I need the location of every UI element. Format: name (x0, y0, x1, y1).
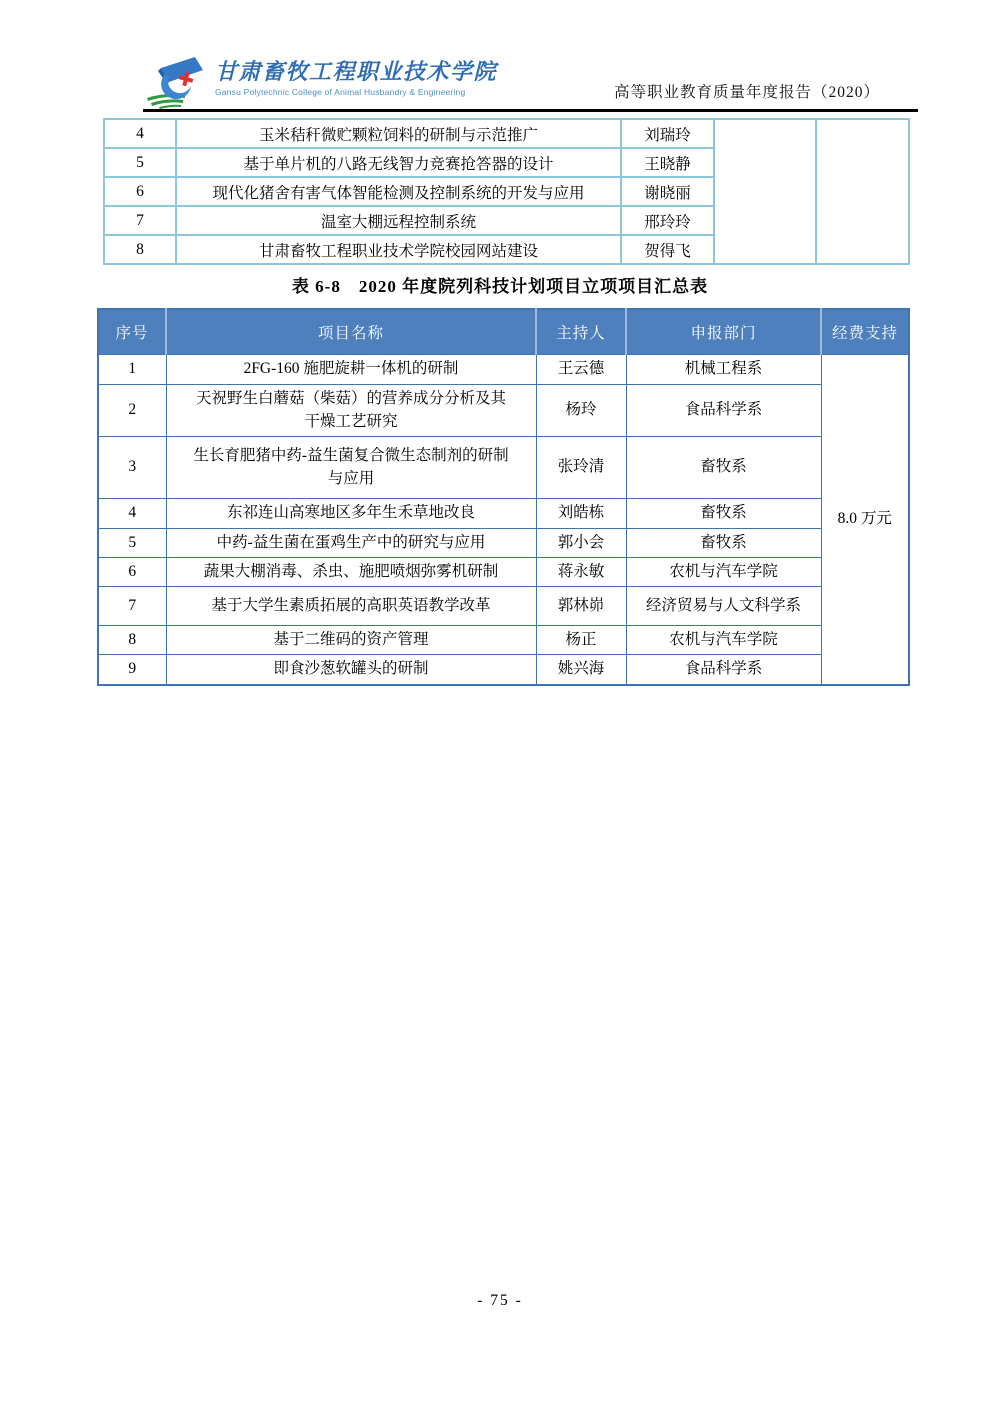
project-title-cell: 温室大棚远程控制系统 (176, 206, 621, 235)
leader-cell: 刘瑞玲 (621, 119, 714, 148)
project-title-cell: 天祝野生白蘑菇（柴菇）的营养成分分析及其干燥工艺研究 (166, 385, 536, 437)
row-number-cell: 1 (98, 355, 166, 385)
college-logo-mark-icon (145, 54, 211, 110)
leader-cell: 邢玲玲 (621, 206, 714, 235)
project-title-cell: 现代化猪舍有害气体智能检测及控制系统的开发与应用 (176, 177, 621, 206)
col-header-leader: 主持人 (536, 309, 626, 355)
row-number-cell: 5 (104, 148, 176, 177)
dept-cell: 农机与汽车学院 (626, 626, 821, 655)
report-title: 高等职业教育质量年度报告（2020） (613, 84, 880, 101)
dept-cell: 食品科学系 (626, 655, 821, 685)
project-title-cell: 东祁连山高寒地区多年生禾草地改良 (166, 499, 536, 529)
leader-cell: 郭林峁 (536, 587, 626, 626)
project-title-cell: 基于大学生素质拓展的高职英语教学改革 (166, 587, 536, 626)
college-name-en: Gansu Polytechnic College of Animal Husbandry & Engineering (215, 87, 466, 98)
leader-cell: 郭小会 (536, 529, 626, 558)
project-title-cell: 蔬果大棚消毒、杀虫、施肥喷烟弥雾机研制 (166, 558, 536, 587)
dept-cell: 经济贸易与人文科学系 (626, 587, 821, 626)
table-row (98, 655, 909, 685)
table-row (98, 558, 909, 587)
project-title-cell: 玉米秸秆微贮颗粒饲料的研制与示范推广 (176, 119, 621, 148)
dept-cell: 畜牧系 (626, 499, 821, 529)
row-number-cell: 6 (98, 558, 166, 587)
project-title-cell: 中药-益生菌在蛋鸡生产中的研究与应用 (166, 529, 536, 558)
leader-cell: 蒋永敏 (536, 558, 626, 587)
table-row (98, 587, 909, 626)
leader-cell: 王云德 (536, 355, 626, 385)
row-number-cell: 4 (104, 119, 176, 148)
row-number-cell: 5 (98, 529, 166, 558)
leader-cell: 杨玲 (536, 385, 626, 437)
page-number: - 75 - (477, 1292, 523, 1309)
college-name-cn: 甘肃畜牧工程职业技术学院 (215, 59, 498, 84)
dept-cell: 畜牧系 (626, 529, 821, 558)
row-number-cell: 7 (98, 587, 166, 626)
leader-cell: 贺得飞 (621, 235, 714, 264)
row-number-cell: 4 (98, 499, 166, 529)
project-title-cell: 甘肃畜牧工程职业技术学院校园网站建设 (176, 235, 621, 264)
leader-cell: 刘皓栋 (536, 499, 626, 529)
leader-cell: 张玲清 (536, 437, 626, 499)
project-title-cell: 即食沙葱软罐头的研制 (166, 655, 536, 685)
row-number-cell: 8 (98, 626, 166, 655)
table-row (104, 119, 909, 148)
col-header-dept: 申报部门 (626, 309, 821, 355)
row-number-cell: 2 (98, 385, 166, 437)
college-logo-text (215, 54, 497, 97)
empty-merged-cell (816, 119, 909, 264)
dept-cell: 食品科学系 (626, 385, 821, 437)
project-title-cell: 生长育肥猪中药-益生菌复合微生态制剂的研制与应用 (166, 437, 536, 499)
carryover-projects-table (103, 118, 910, 265)
table-row (98, 355, 909, 385)
dept-cell: 农机与汽车学院 (626, 558, 821, 587)
leader-cell: 杨正 (536, 626, 626, 655)
table-row (98, 499, 909, 529)
project-title-cell: 基于二维码的资产管理 (166, 626, 536, 655)
col-header-title: 项目名称 (166, 309, 536, 355)
project-title-cell: 2FG-160 施肥旋耕一体机的研制 (166, 355, 536, 385)
table-row (98, 529, 909, 558)
header-rule (143, 109, 918, 112)
col-header-num: 序号 (98, 309, 166, 355)
leader-cell: 谢晓丽 (621, 177, 714, 206)
leader-cell: 王晓静 (621, 148, 714, 177)
dept-cell: 畜牧系 (626, 437, 821, 499)
row-number-cell: 7 (104, 206, 176, 235)
row-number-cell: 3 (98, 437, 166, 499)
row-number-cell: 8 (104, 235, 176, 264)
project-title-cell: 基于单片机的八路无线智力竞赛抢答器的设计 (176, 148, 621, 177)
table-caption: 表 6-8 2020 年度院列科技计划项目立项项目汇总表 (291, 277, 709, 296)
college-logo (145, 54, 497, 110)
table-row (98, 626, 909, 655)
leader-cell: 姚兴海 (536, 655, 626, 685)
empty-merged-cell (714, 119, 816, 264)
row-number-cell: 6 (104, 177, 176, 206)
projects-summary-table (97, 308, 910, 686)
row-number-cell: 9 (98, 655, 166, 685)
table-row (98, 385, 909, 437)
header-row (98, 309, 909, 355)
col-header-funding: 经费支持 (821, 309, 909, 355)
dept-cell: 机械工程系 (626, 355, 821, 385)
funding-merged-cell: 8.0 万元 (821, 355, 909, 685)
table-row (98, 437, 909, 499)
